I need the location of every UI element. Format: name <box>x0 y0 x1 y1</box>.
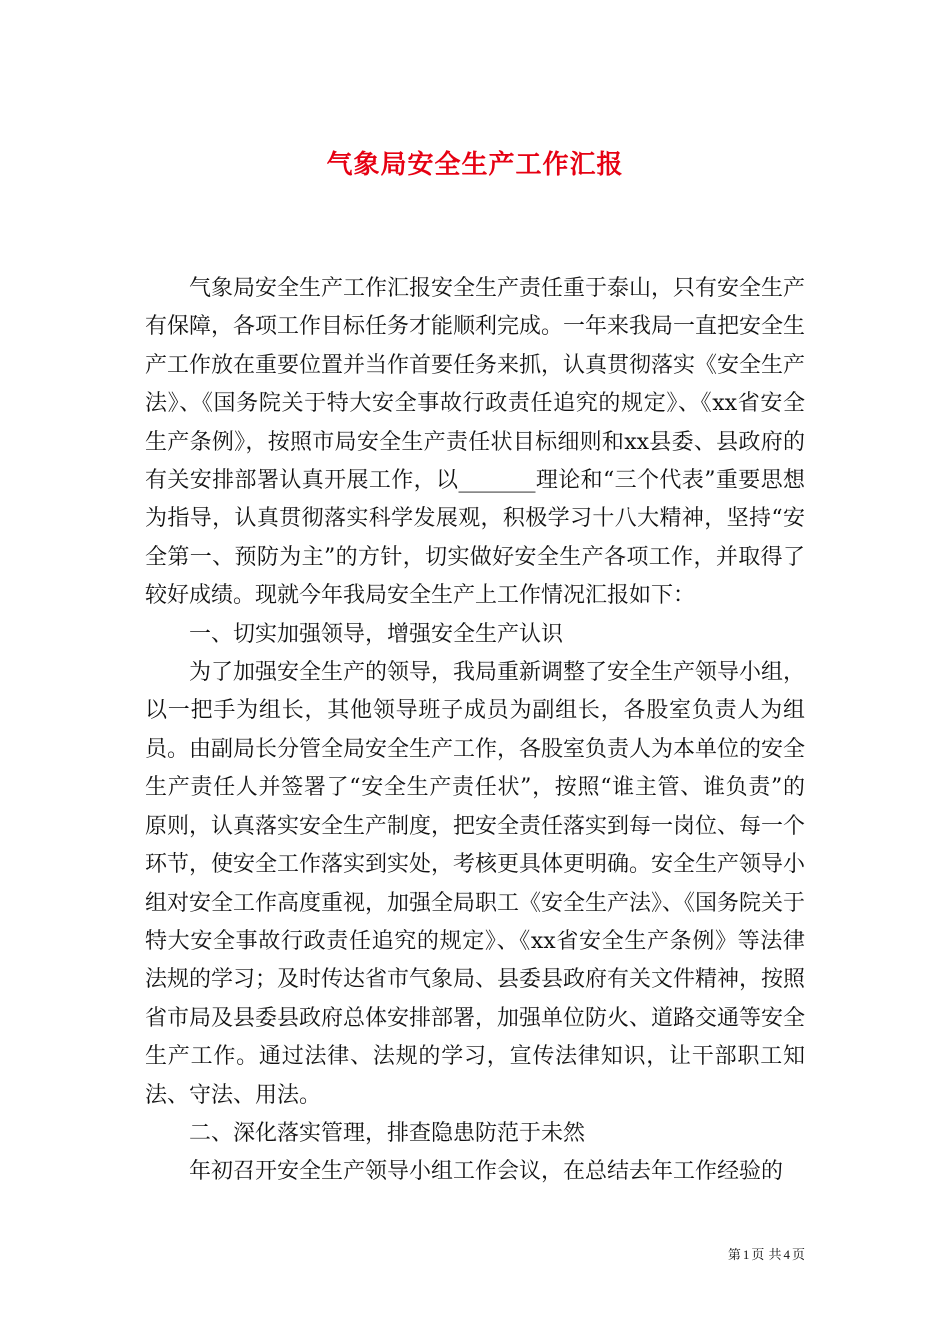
footer-middle: 页 共 <box>751 1248 782 1263</box>
section-heading-1: 一、切实加强领导，增强安全生产认识 <box>189 621 564 647</box>
document-title: 气象局安全生产工作汇报 <box>326 150 624 181</box>
footer-prefix: 第 <box>727 1248 741 1263</box>
total-page-number: 4 <box>783 1247 790 1262</box>
page-footer <box>728 1246 805 1265</box>
paragraph-intro: 气象局安全生产工作汇报安全生产责任重于泰山，只有安全生产有保障，各项工作目标任务才能顺利完成。一年来我局一直把安全生产工作放在重要位置并当作首要任务来抓，认真贯彻落实《安全生产法》、《国务院关于特大安全事故行政责任追究的规定》、《xx省安全生产条例》，按照市局安全生产责任状目标细则和xx县委、县政府的有关安排部署认真开展工作，以_______理论和“三个代表”重要思想为指导，认真贯彻落实科学发展观，积极学习十八大精神，坚持“安全第一、预防为主”的方针，切实做好安全生产各项工作，并取得了较好成绩。现就今年我局安全生产上工作情况汇报如下： <box>145 276 806 609</box>
document-body <box>145 270 805 1192</box>
section-heading-2: 二、深化落实管理，排查隐患防范于未然 <box>189 1120 586 1146</box>
paragraph-section-1: 为了加强安全生产的领导，我局重新调整了安全生产领导小组，以一把手为组长，其他领导班子成员为副组长，各股室负责人为组员。由副局长分管全局安全生产工作，各股室负责人为本单位的安全生产责任人并签署了“安全生产责任状”，按照“谁主管、谁负责”的原则，认真落实安全生产制度，把安全责任落实到每一岗位、每一个环节，使安全工作落实到实处，考核更具体更明确。安全生产领导小组对安全工作高度重视，加强全局职工《安全生产法》、《国务院关于特大安全事故行政责任追究的规定》、《xx省安全生产条例》等法律法规的学习；及时传达省市气象局、县委县政府有关文件精神，按照省市局及县委县政府总体安排部署，加强单位防火、道路交通等安全生产工作。通过法律、法规的学习，宣传法律知识，让干部职工知法、守法、用法。 <box>145 660 806 1108</box>
paragraph-section-2-start: 年初召开安全生产领导小组工作会议，在总结去年工作经验的 <box>189 1159 784 1185</box>
footer-suffix: 页 <box>791 1248 805 1263</box>
current-page-number: 1 <box>742 1247 750 1262</box>
